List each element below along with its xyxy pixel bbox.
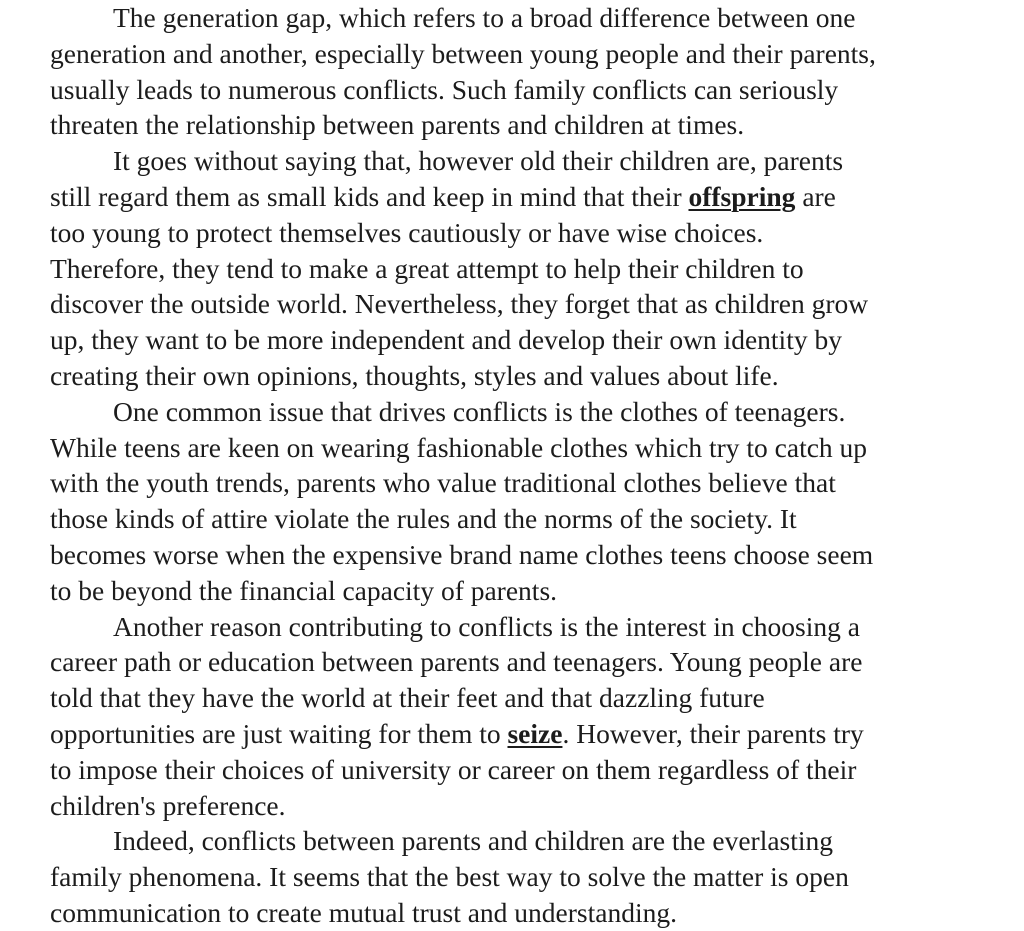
keyword-seize: seize (507, 717, 563, 749)
text-line: threaten the relationship between parents and children at times. (50, 109, 745, 141)
text-line: Therefore, they tend to make a great attempt to help their children to (50, 252, 804, 284)
text-line: too young to protect themselves cautiously or have wise choices. (50, 216, 764, 248)
text-line: Indeed, conflicts between parents and children are the everlasting (113, 825, 834, 857)
keyword-offspring: offspring (688, 180, 796, 212)
text-line: with the youth trends, parents who value traditional clothes believe that (50, 467, 836, 499)
text-line: One common issue that drives conflicts is the clothes of teenagers. (113, 395, 846, 427)
text-line (50, 179, 980, 215)
text-line: to be beyond the financial capacity of parents. (50, 574, 558, 606)
text-line: It goes without saying that, however old their children are, parents (113, 145, 844, 177)
paragraph-3 (50, 394, 980, 609)
text-run: . However, their parents try (562, 717, 864, 749)
text-run: still regard them as small kids and keep in mind that their (50, 180, 689, 212)
text-line: those kinds of attire violate the rules and the norms of the society. It (50, 503, 797, 535)
text-line: up, they want to be more independent and develop their own identity by (50, 324, 842, 356)
text-line: discover the outside world. Nevertheless, they forget that as children grow (50, 288, 869, 320)
text-line: While teens are keen on wearing fashionable clothes which try to catch up (50, 431, 868, 463)
text-line: family phenomena. It seems that the best way to solve the matter is open (50, 861, 849, 893)
text-line: becomes worse when the expensive brand name clothes teens choose seem (50, 538, 874, 570)
text-line: Another reason contributing to conflicts is the interest in choosing a (113, 610, 860, 642)
text-run: are (795, 180, 836, 212)
paragraph-1 (50, 0, 980, 143)
text-line: generation and another, especially between young people and their parents, (50, 37, 876, 69)
paragraph-4 (50, 609, 980, 824)
text-line (50, 716, 980, 752)
text-line: career path or education between parents and teenagers. Young people are (50, 646, 863, 678)
text-line: creating their own opinions, thoughts, styles and values about life. (50, 359, 779, 391)
text-line: usually leads to numerous conflicts. Such family conflicts can seriously (50, 73, 839, 105)
paragraph-5 (50, 823, 980, 930)
text-line: communication to create mutual trust and understanding. (50, 896, 677, 928)
text-run: opportunities are just waiting for them to (50, 717, 508, 749)
text-line: children's preference. (50, 789, 286, 821)
text-line: The generation gap, which refers to a broad difference between one (113, 2, 856, 33)
text-line: told that they have the world at their feet and that dazzling future (50, 682, 765, 714)
document-body (50, 0, 980, 931)
text-line: to impose their choices of university or career on them regardless of their (50, 753, 857, 785)
paragraph-2 (50, 143, 980, 394)
